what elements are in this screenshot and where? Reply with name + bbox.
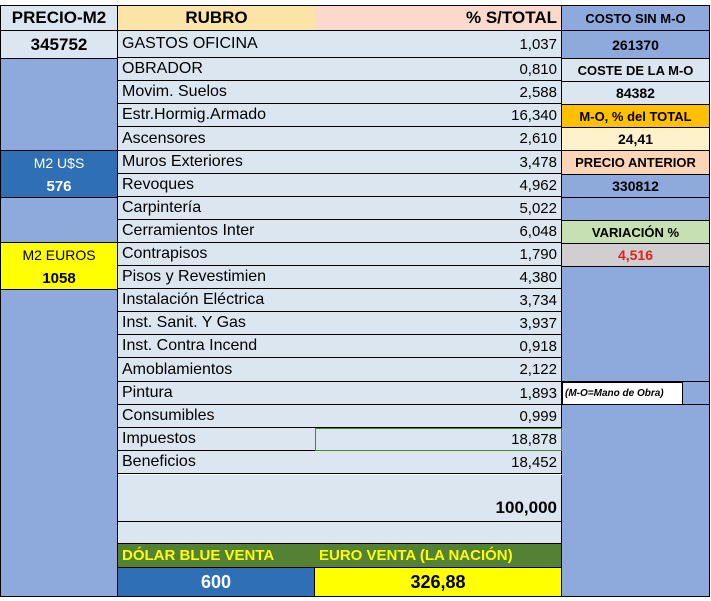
total-value[interactable]: 100,000 [315, 475, 562, 522]
rubro-cell[interactable]: Inst. Sanit. Y Gas [118, 312, 315, 335]
coste-mo-value[interactable]: 84382 [562, 82, 710, 105]
pct-cell[interactable]: 2,588 [315, 81, 562, 104]
pct-cell[interactable]: 4,962 [315, 174, 562, 197]
rubro-cell[interactable]: GASTOS OFICINA [118, 31, 315, 58]
precio-anterior-value[interactable]: 330812 [562, 175, 710, 198]
pct-cell[interactable]: 4,380 [315, 266, 562, 289]
rubro-cell[interactable]: Movim. Suelos [118, 81, 315, 104]
pct-cell[interactable]: 0,918 [315, 335, 562, 358]
variacion-value[interactable]: 4,516 [562, 244, 710, 267]
pct-cell[interactable]: 18,878 [315, 428, 562, 451]
precio-m2-label[interactable]: PRECIO-M2 [0, 5, 118, 31]
right-fill-a[interactable] [562, 198, 710, 221]
pct-cell[interactable]: 2,122 [315, 358, 562, 382]
pct-total-header[interactable]: % S/TOTAL [315, 5, 562, 31]
pct-cell[interactable]: 0,999 [315, 405, 562, 428]
rubro-cell[interactable]: Cerramientos Inter [118, 220, 315, 243]
pct-cell[interactable]: 3,937 [315, 312, 562, 335]
pct-cell[interactable]: 6,048 [315, 220, 562, 243]
pct-cell[interactable]: 1,790 [315, 243, 562, 266]
rubro-cell[interactable]: Instalación Eléctrica [118, 289, 315, 312]
right-fill-c[interactable] [562, 405, 710, 597]
euro-venta-value[interactable]: 326,88 [315, 568, 562, 597]
pct-cell[interactable]: 18,452 [315, 451, 562, 474]
pct-cell[interactable]: 1,037 [315, 31, 562, 58]
euro-venta-label[interactable]: EURO VENTA (LA NACIÓN) [315, 544, 562, 568]
variacion-label[interactable]: VARIACIÓN % [562, 221, 710, 244]
m2-euros-value[interactable]: 1058 [0, 267, 118, 290]
rubro-cell[interactable]: Pisos y Revestimien [118, 266, 315, 289]
costo-sin-mo-value[interactable]: 261370 [562, 31, 710, 59]
mo-pct-label[interactable]: M-O, % del TOTAL [562, 105, 710, 128]
rubro-cell[interactable]: OBRADOR [118, 58, 315, 81]
rubro-cell[interactable]: Pintura [118, 382, 315, 405]
blank-row[interactable] [118, 522, 562, 544]
pct-cell[interactable]: 3,734 [315, 289, 562, 312]
precio-anterior-label[interactable]: PRECIO ANTERIOR [562, 151, 710, 175]
rubro-cell[interactable]: Carpintería [118, 197, 315, 220]
dolar-blue-value[interactable]: 600 [118, 568, 315, 597]
rubro-cell[interactable]: Amoblamientos [118, 358, 315, 382]
rubro-cell[interactable]: Muros Exteriores [118, 151, 315, 174]
right-fill-note-pad[interactable] [683, 382, 710, 405]
pct-cell[interactable]: 1,893 [315, 382, 562, 405]
m2-euros-label[interactable]: M2 EUROS [0, 243, 118, 267]
rubro-cell[interactable]: Inst. Contra Incend [118, 335, 315, 358]
pct-cell[interactable]: 5,022 [315, 197, 562, 220]
coste-mo-label[interactable]: COSTE DE LA M-O [562, 59, 710, 82]
pct-cell[interactable]: 0,810 [315, 58, 562, 81]
m2-usd-value[interactable]: 576 [0, 175, 118, 198]
rubro-cell[interactable]: Impuestos [118, 428, 315, 451]
mano-de-obra-note[interactable]: (M-O=Mano de Obra) [562, 382, 683, 405]
dolar-blue-label[interactable]: DÓLAR BLUE VENTA [118, 544, 315, 568]
pct-cell[interactable]: 16,340 [315, 104, 562, 127]
left-fill-block[interactable] [0, 59, 118, 151]
rubro-cell[interactable]: Ascensores [118, 127, 315, 151]
pct-cell[interactable]: 2,610 [315, 127, 562, 151]
left-fill-block-2[interactable] [0, 198, 118, 243]
rubro-cell[interactable]: Beneficios [118, 451, 315, 474]
rubro-cell[interactable]: Estr.Hormig.Armado [118, 104, 315, 127]
m2-usd-label[interactable]: M2 U$S [0, 151, 118, 175]
rubro-header[interactable]: RUBRO [118, 5, 315, 31]
rubro-cell[interactable]: Contrapisos [118, 243, 315, 266]
pct-cell[interactable]: 3,478 [315, 151, 562, 174]
rubro-cell[interactable]: Consumibles [118, 405, 315, 428]
right-fill-b[interactable] [562, 267, 710, 382]
costo-sin-mo-label[interactable]: COSTO SIN M-O [562, 5, 710, 31]
precio-m2-value[interactable]: 345752 [0, 31, 118, 59]
left-fill-block-3[interactable] [0, 290, 118, 597]
mo-pct-value[interactable]: 24,41 [562, 128, 710, 151]
rubro-cell[interactable]: Revoques [118, 174, 315, 197]
